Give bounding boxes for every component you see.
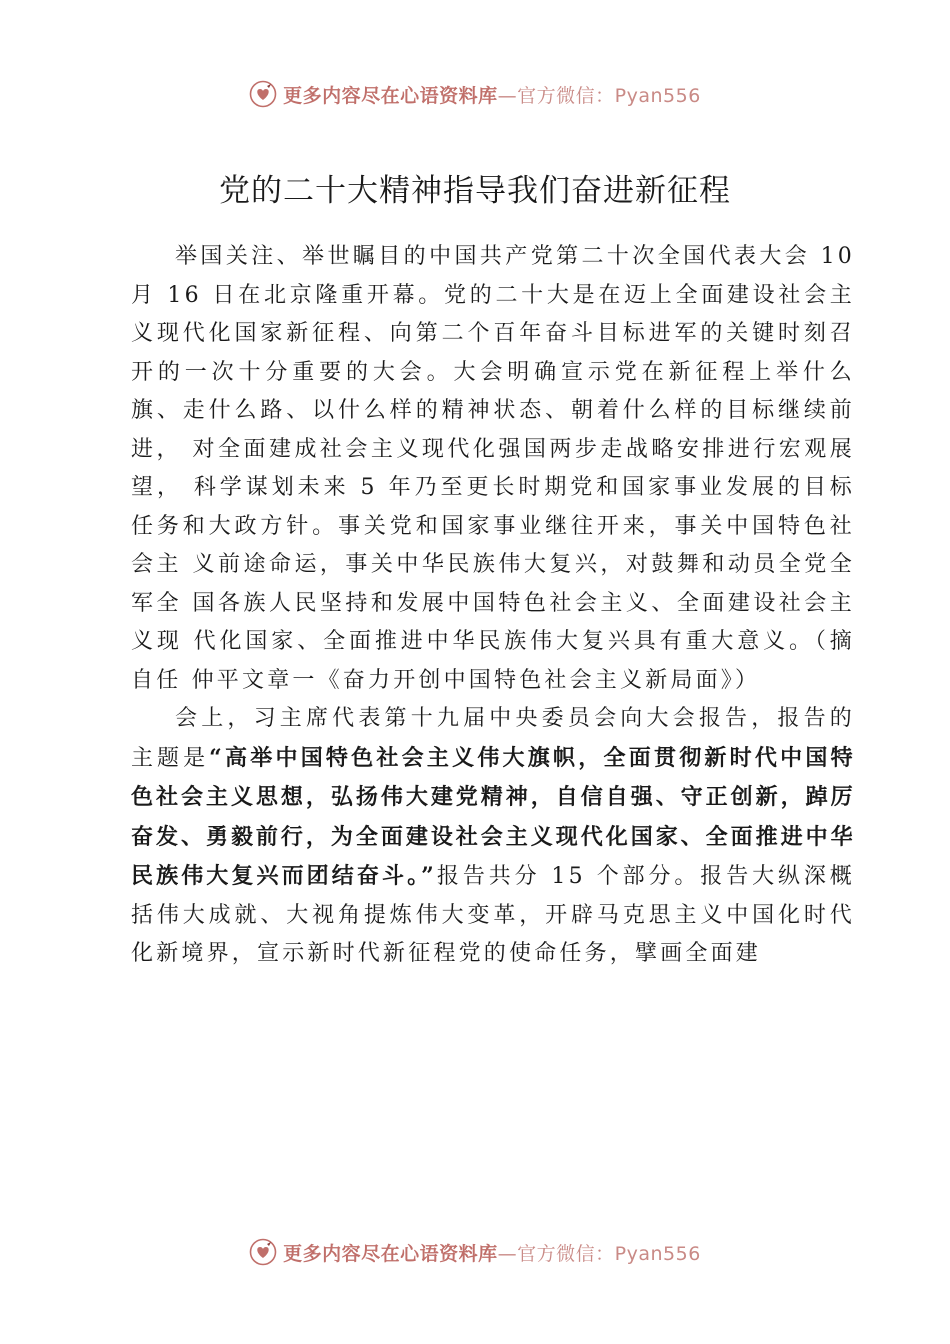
header-watermark-banner: [0, 74, 950, 114]
watermark-text: [283, 81, 701, 108]
heart-pen-logo-icon: [249, 1238, 277, 1266]
report-theme-quote: “高举中国特色社会主义伟大旗帜，全面贯彻新时代中国特色社会主义思想，弘扬伟大建党精神，自信自强、守正创新，踔厉奋发、勇毅前行，为全面建设社会主义现代化国家、全面推进中华民族伟大复兴而团结奋斗。”: [131, 744, 855, 889]
paragraph-2: [131, 700, 855, 974]
paragraph-2-tail: 报告共分 15 个部分。报告大纵深概括伟大成就、大视角提炼伟大变革，开辟马克思主义中国化时代化新境界，宣示新时代新征程党的使命任务，擘画全面建: [131, 864, 855, 966]
document-title: 党的二十大精神指导我们奋进新征程: [219, 173, 731, 209]
document-body: [131, 238, 855, 974]
watermark-separator: —: [497, 1242, 518, 1265]
footer-watermark-banner: [0, 1232, 950, 1272]
watermark-brand: 更多内容尽在心语资料库: [283, 1242, 498, 1265]
heart-pen-logo-icon: [249, 80, 277, 108]
watermark-text: [283, 1239, 701, 1266]
paragraph-1: 举国关注、举世瞩目的中国共产党第二十次全国代表大会 10 月 16 日在北京隆重开幕。党的二十大是在迈上全面建设社会主义现代化国家新征程、向第二个百年奋斗目标进军的关键时刻召 开的一次十分重要的大会。大会明确宣示党在新征程上举什么旗、走什么路、以什么样的精神状态、朝着什么样的目标继续前进， 对全面建成社会主义现代化强国两步走战略安排进行宏观展望， 科学谋划未来 5 年乃至更长时期党和国家事业发展的目标任务和大政方针。事关党和国家事业继往开来，事关中国特色社会主 义前途命运，事关中华民族伟大复兴，对鼓舞和动员全党全军全 国各族人民坚持和发展中国特色社会主义、全面建设社会主义现 代化国家、全面推进中华民族伟大复兴具有重大意义。（摘自任 仲平文章一《奋力开创中国特色社会主义新局面》）: [131, 244, 855, 693]
paragraph-2-lead: 会上，习主席代表第十九届中央委员会向大会报告，报告的主题是: [131, 706, 855, 771]
watermark-contact: 官方微信：Pyan556: [517, 1242, 701, 1265]
watermark-brand: 更多内容尽在心语资料库: [283, 84, 498, 107]
watermark-separator: —: [497, 84, 518, 107]
watermark-contact: 官方微信：Pyan556: [517, 84, 701, 107]
